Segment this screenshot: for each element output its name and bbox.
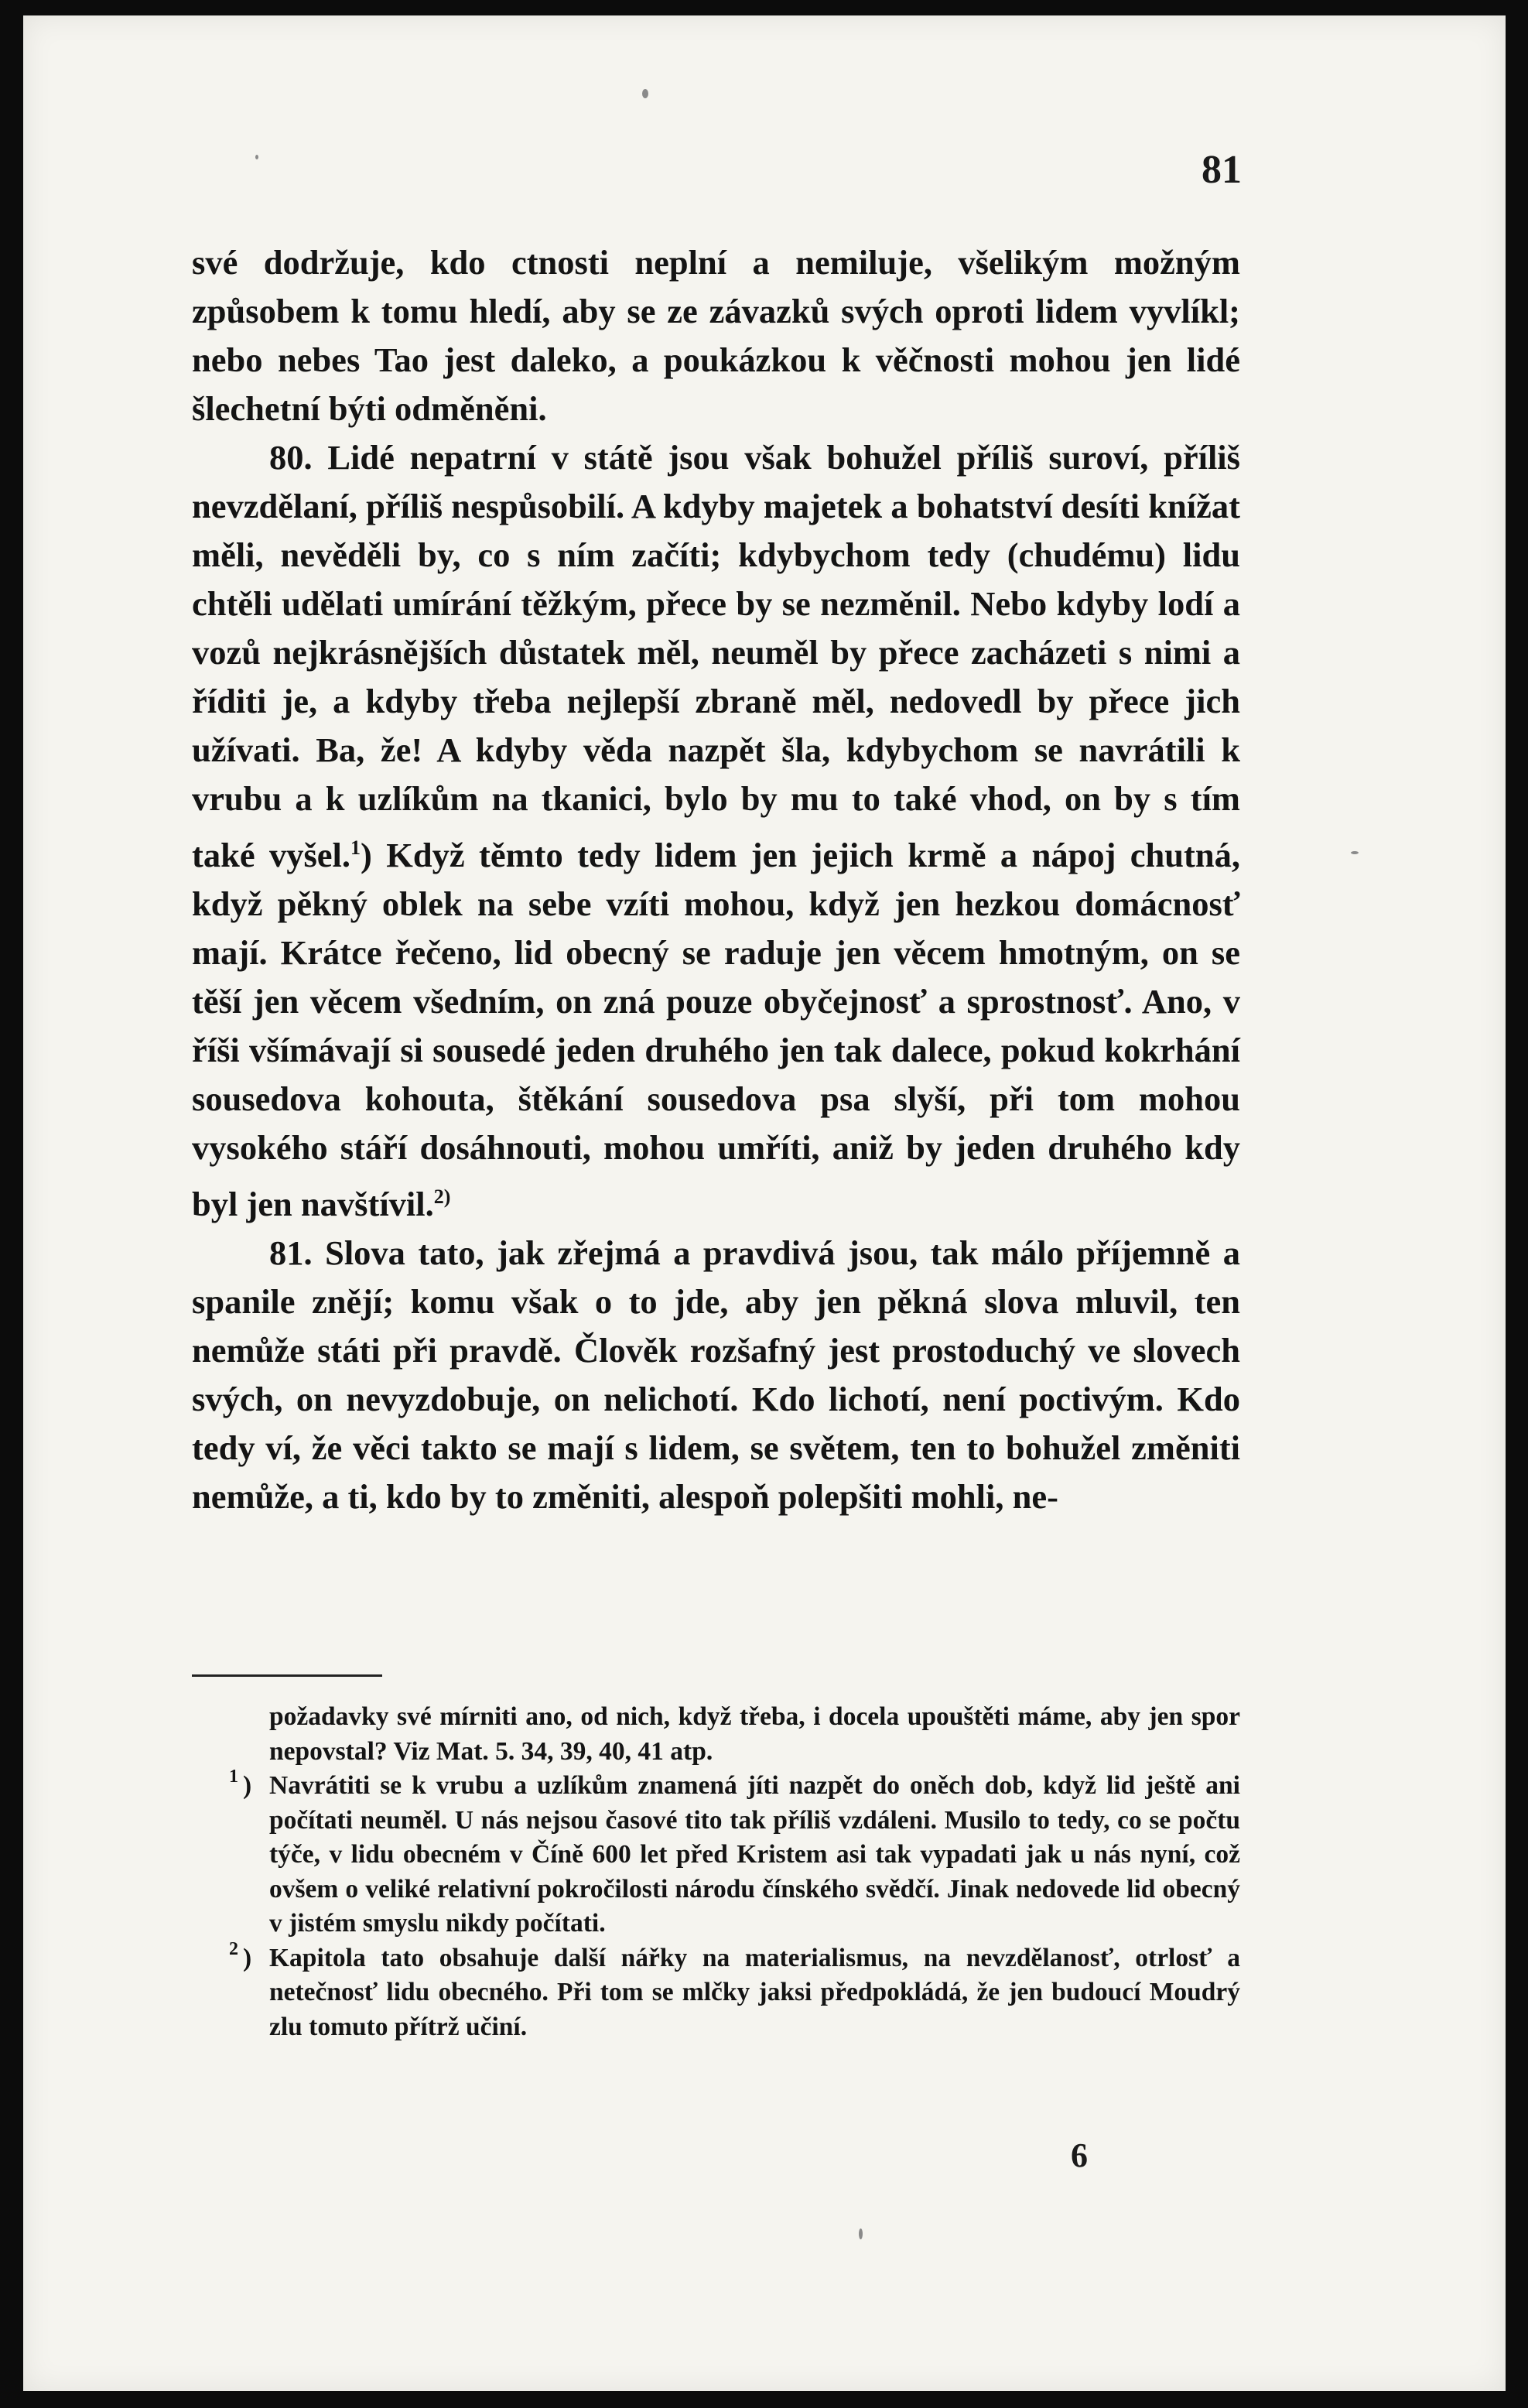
footnote-1-paren: ) (243, 1771, 252, 1800)
paragraph-81: 81. Slova tato, jak zřejmá a pravdivá jsou, tak málo příjemně a spanile znějí; komu však o to jde, aby jen pěkná slova mluvil, ten nemůže státi při pravdě. Člověk rozšafný jest prostoduchý ve slovech svých, on nevyzdobuje, on nelichotí. Kdo lichotí, není poctivým. Kdo tedy ví, že věci takto se mají s lidem, se světem, ten to bohužel změniti nemůže, a ti, kdo by to změniti, alespoň polepšiti mohli, ne- (192, 1233, 1240, 1516)
footnote-1-marker: 1 (229, 1767, 238, 1787)
footnote-1-text: Navrátiti se k vrubu a uzlíkům znamená jíti nazpět do oněch dob, když lid ještě ani počítati neuměl. U nás nejsou časové tito tak příliš vzdáleni. Musilo to tedy, co se počtu týče, v lidu obecném v Číně 600 let před Kristem asi tak vypadati jak u nás nyní, což ovšem o veliké relativní pokročilosti národu čínského svědčí. Jinak nedovede lid obecný v jistém smyslu nikdy počítati. (269, 1771, 1240, 1938)
footnote-2-marker: 2 (229, 1938, 238, 1959)
main-text (192, 238, 1240, 1521)
paragraph-intro: své dodržuje, kdo ctnosti neplní a nemiluje, všelikým možným způsobem k tomu hledí, aby se ze závazků svých oproti lidem vyvlíkl; nebo nebes Tao jest daleko, a poukázkou k věčnosti mohou jen lidé šlechetní býti odměněni. (192, 243, 1240, 428)
page-number: 81 (1202, 148, 1242, 192)
footnotes (192, 1700, 1240, 2044)
paper-speck (1351, 851, 1359, 854)
paper-speck (642, 89, 648, 98)
paper-speck (859, 2228, 863, 2239)
paragraph-80-part-a: 80. Lidé nepatrní v státě jsou však bohužel příliš suroví, příliš nevzdělaní, příliš nespůsobilí. A kdyby majetek a bohatství desíti knížat měli, nevěděli by, co s ním začíti; kdybychom tedy (chudému) lidu chtěli udělati umírání těžkým, přece by se nezměnil. Nebo kdyby lodí a vozů nejkrásnějších důstatek měl, neuměl by přece zacházeti s nimi a říditi je, a kdyby třeba nejlepší zbraně měl, nedovedl by přece jich užívati. Ba, že! A kdyby věda nazpět šla, kdybychom se navrátili k vrubu a k uzlíkům na tkanici, bylo by mu to také vhod, on by s tím také vyšel. (192, 438, 1240, 874)
footnote-ref-1: 1 (350, 836, 361, 859)
footnote-2-text: Kapitola tato obsahuje další nářky na materialismus, na nevzdělanosť, otrlosť a netečnosť lidu obecného. Při tom se mlčky jaksi předpokládá, že jen budoucí Moudrý zlu tomuto přítrž učiní. (269, 1943, 1240, 2041)
signature-mark: 6 (1071, 2136, 1088, 2174)
book-page (23, 15, 1506, 2391)
footnote-continuation: požadavky své mírniti ano, od nich, když třeba, i docela upouštěti máme, aby jen spor nepovstal? Viz Mat. 5. 34, 39, 40, 41 atp. (269, 1702, 1240, 1766)
footnote-2-paren: ) (243, 1943, 252, 1972)
paragraph-80-part-a-paren: ) (361, 835, 372, 874)
footnote-ref-2: 2) (433, 1185, 451, 1208)
paragraph-80 (192, 433, 1240, 1229)
paper-speck (255, 155, 258, 159)
footnote-2 (192, 1938, 1240, 2045)
paragraph-80-part-b: Když těmto tedy lidem jen jejich krmě a nápoj chutná, když pěkný oblek na sebe vzíti mohou, když jen hezkou domácnosť mají. Krátce řečeno, lid obecný se raduje jen věcem hmotným, on se těší jen věcem všedním, on zná pouze obyčejnosť a sprostnosť. Ano, v říši všímávají si sousedé jeden druhého jen tak dalece, pokud kokrhání sousedova kohouta, štěkání sousedova psa slyší, při tom mohou vysokého stáří dosáhnouti, mohou umříti, aniž by jeden druhého kdy byl jen navštívil. (192, 835, 1240, 1223)
footnote-divider (192, 1674, 382, 1677)
footnote-1 (192, 1769, 1240, 1941)
